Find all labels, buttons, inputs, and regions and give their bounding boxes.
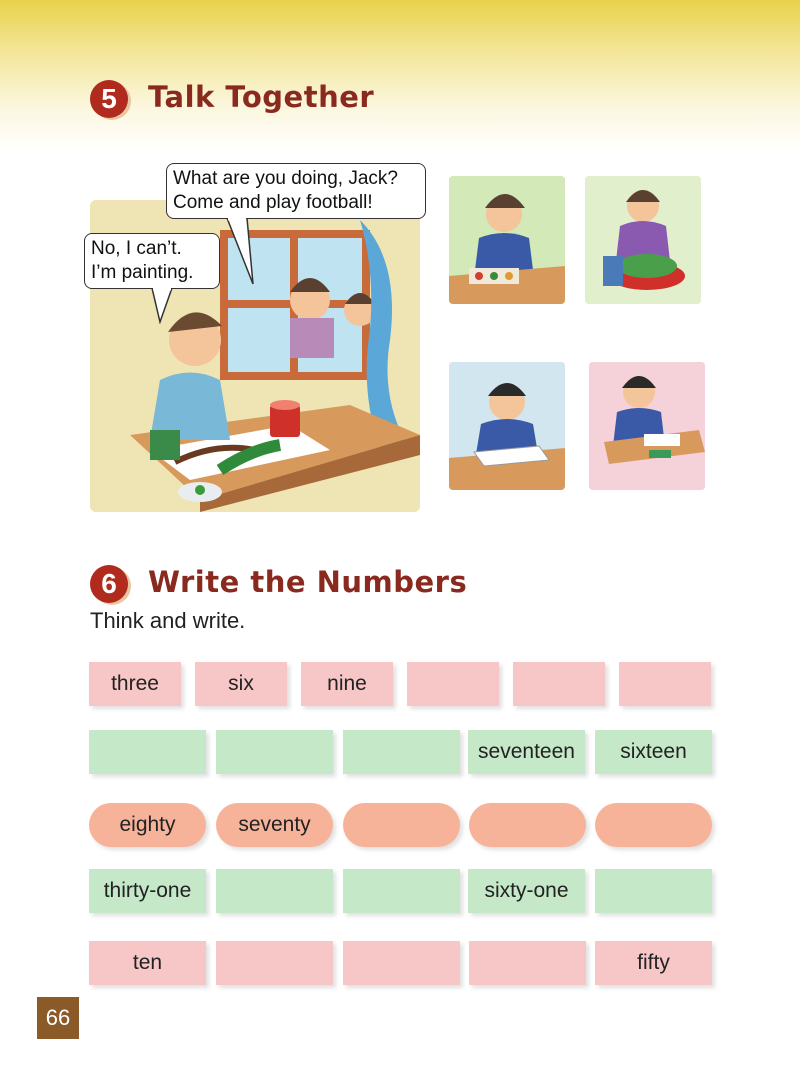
thumbnail-reading (449, 362, 565, 490)
eating-picture (449, 176, 565, 304)
header-band (0, 0, 800, 150)
section-number: 5 (101, 83, 117, 114)
bubble-line: What are you doing, Jack? (173, 168, 398, 189)
blank-answer-box[interactable] (513, 662, 605, 706)
bubble-line: No, I can’t. (91, 238, 182, 259)
number-word-box: nine (301, 662, 393, 706)
blank-answer-box[interactable] (216, 730, 333, 774)
instruction-text: Think and write. (90, 608, 246, 633)
bubble-tail-friend (225, 218, 255, 288)
number-word-box: three (89, 662, 181, 706)
blank-answer-box[interactable] (343, 869, 460, 913)
blank-answer-box[interactable] (343, 941, 460, 985)
number-word-box: six (195, 662, 287, 706)
bubble-line: I’m painting. (91, 262, 194, 283)
section-title: Write the Numbers (148, 565, 468, 599)
blank-answer-box[interactable] (595, 803, 712, 847)
blank-answer-box[interactable] (595, 869, 712, 913)
blank-answer-box[interactable] (343, 730, 460, 774)
section-number-badge (90, 80, 128, 118)
number-word-box: seventy (216, 803, 333, 847)
page-number: 66 (37, 997, 79, 1039)
washing-picture (585, 176, 701, 304)
blank-answer-box[interactable] (89, 730, 206, 774)
blank-answer-box[interactable] (216, 869, 333, 913)
number-word-box: seventeen (468, 730, 585, 774)
blank-answer-box[interactable] (469, 941, 586, 985)
speech-bubble-jack (84, 233, 220, 289)
section-title: Talk Together (148, 80, 375, 114)
writing-picture (589, 362, 705, 490)
bubble-line: Come and play football! (173, 192, 373, 213)
number-word-box: sixty-one (468, 869, 585, 913)
thumbnail-writing (589, 362, 705, 490)
number-word-box: ten (89, 941, 206, 985)
number-word-box: thirty-one (89, 869, 206, 913)
thumbnail-eating (449, 176, 565, 304)
blank-answer-box[interactable] (343, 803, 460, 847)
thumbnail-washing (585, 176, 701, 304)
number-word-box: sixteen (595, 730, 712, 774)
section-number: 6 (101, 568, 117, 599)
reading-picture (449, 362, 565, 490)
number-word-box: eighty (89, 803, 206, 847)
blank-answer-box[interactable] (619, 662, 711, 706)
number-word-box: fifty (595, 941, 712, 985)
blank-answer-box[interactable] (469, 803, 586, 847)
blank-answer-box[interactable] (407, 662, 499, 706)
bubble-tail-jack (150, 288, 180, 324)
section-number-badge (90, 565, 128, 603)
speech-bubble-friend (166, 163, 426, 219)
blank-answer-box[interactable] (216, 941, 333, 985)
